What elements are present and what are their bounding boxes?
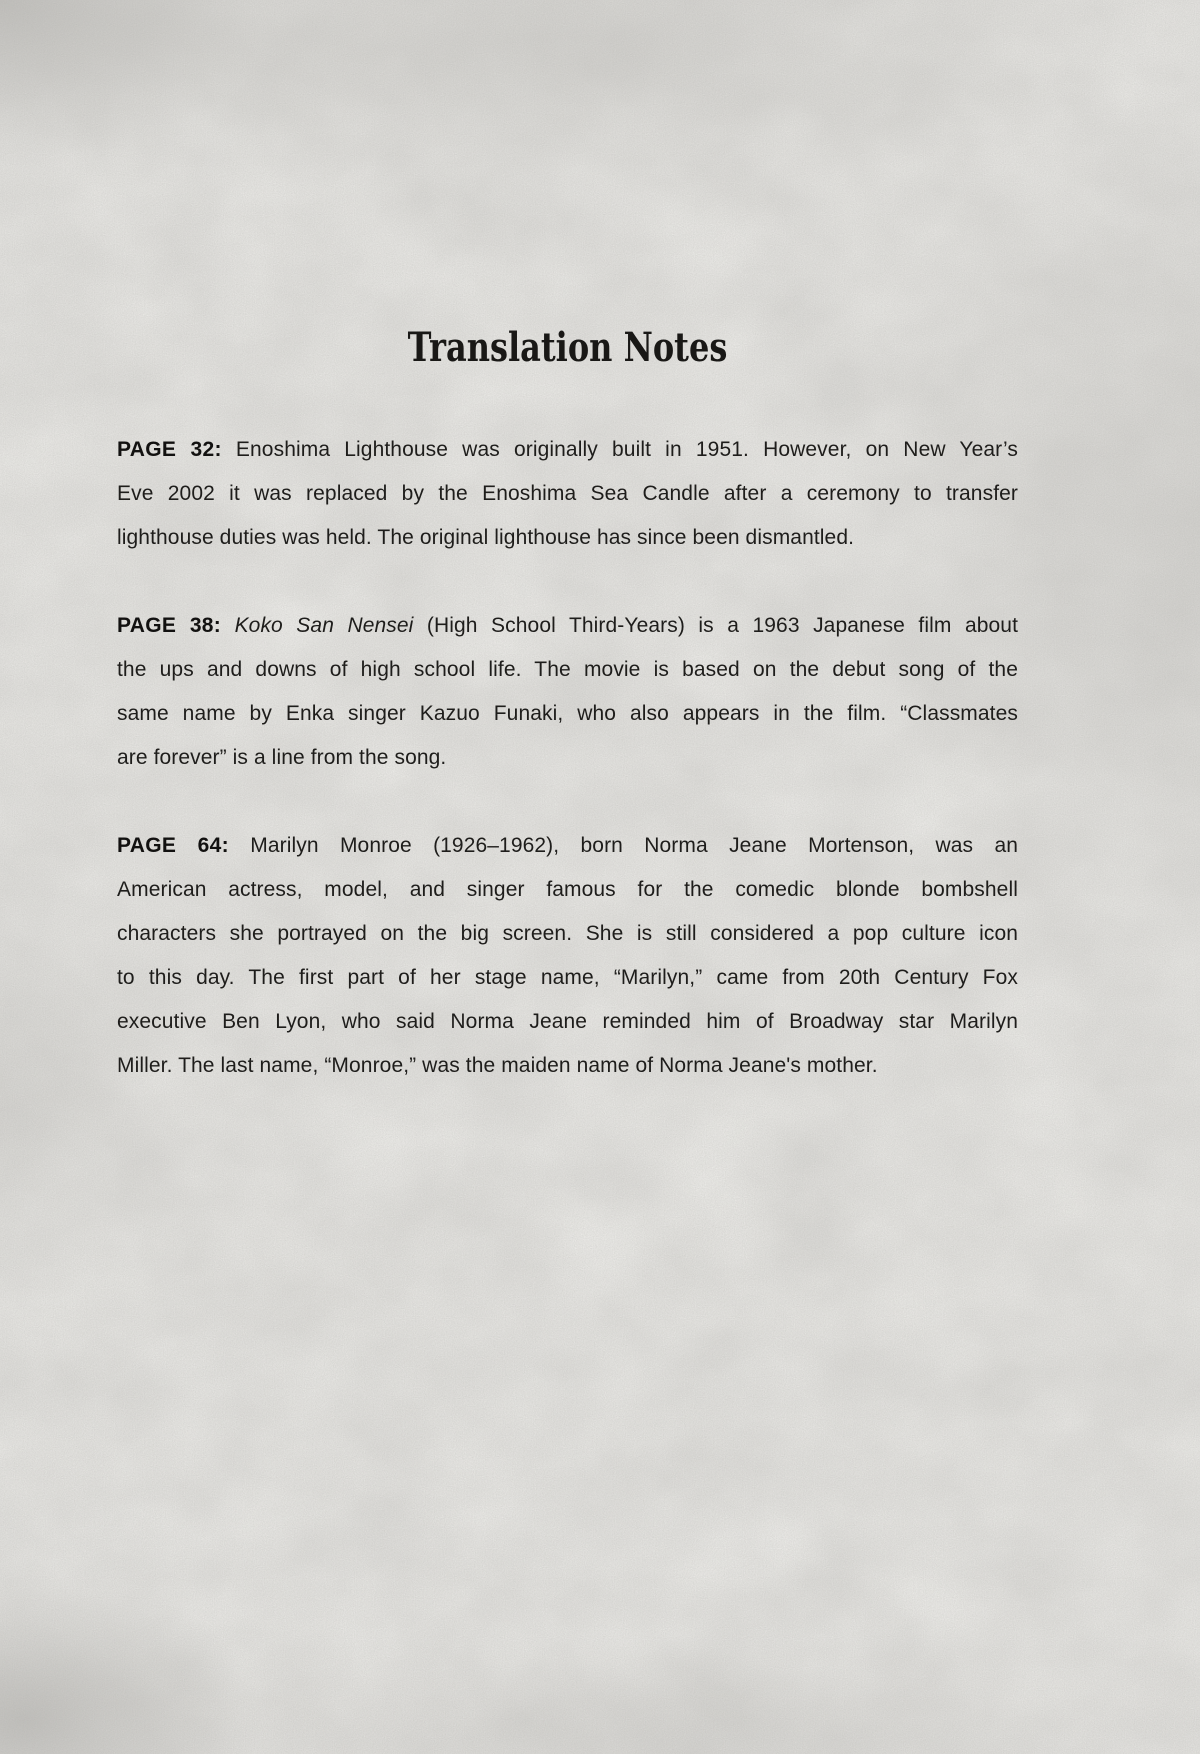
note-text: the ups and downs of high school life. The movie is based on the debut song of the [117,658,1018,681]
note-line [117,428,1018,472]
note-text: are forever” is a line from the song. [117,746,447,769]
note-text: same name by Enka singer Kazuo Funaki, who also appears in the film. “Classmates [117,702,1018,725]
note-line [117,956,1018,1000]
note-line [117,1000,1018,1044]
note-line [117,912,1018,956]
note-text: characters she portrayed on the big screen. She is still considered a pop culture icon [117,922,1018,945]
note-text: Eve 2002 it was replaced by the Enoshima Sea Candle after a ceremony to transfer [117,482,1018,505]
note-text: Miller. The last name, “Monroe,” was the maiden name of Norma Jeane's mother. [117,1054,878,1077]
note [117,824,1018,1088]
note-text: executive Ben Lyon, who said Norma Jeane reminded him of Broadway star Marilyn [117,1010,1018,1033]
note-line [117,736,1018,780]
note-line [117,824,1018,868]
note-line [117,692,1018,736]
note-line [117,1044,1018,1088]
page-content [117,324,1019,1088]
note-text: Enoshima Lighthouse was originally built in 1951. However, on New Year’s [221,438,1018,461]
page-ref-label: PAGE 38: [117,614,222,637]
note-line [117,516,1018,560]
note [117,428,1018,560]
note-line [117,472,1018,516]
page-ref-label: PAGE 64: [117,834,229,857]
note-line [117,868,1018,912]
note-line [117,648,1018,692]
note-line [117,604,1018,648]
note-text: to this day. The first part of her stage name, “Marilyn,” came from 20th Century Fox [117,966,1018,989]
note [117,604,1018,780]
note-text: Marilyn Monroe (1926–1962), born Norma Jeane Mortenson, was an [228,834,1019,857]
page-title: Translation Notes [407,324,728,371]
note-text: lighthouse duties was held. The original lighthouse has since been dismantled. [117,526,855,549]
note-text: (High School Third-Years) is a 1963 Japanese film about [413,614,1019,637]
page-ref-label: PAGE 32: [117,438,222,461]
note-text: American actress, model, and singer famous for the comedic blonde bombshell [117,878,1018,901]
notes-section [117,428,1018,1088]
note-text: Koko San Nensei [221,614,414,637]
